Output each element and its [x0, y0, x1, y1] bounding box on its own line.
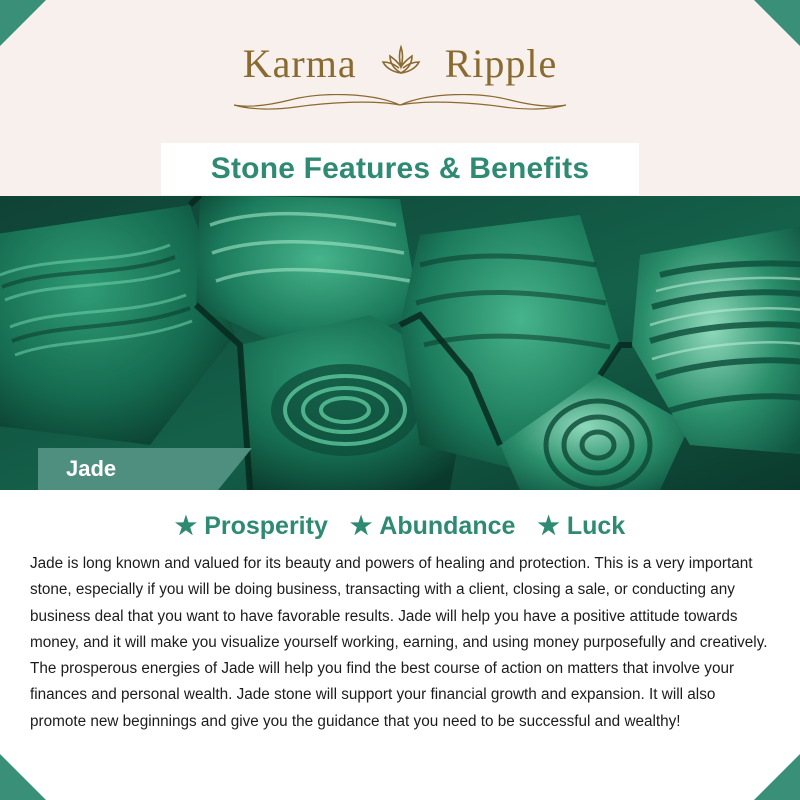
keyword-label: Abundance [379, 512, 516, 540]
keyword-item-prosperity [175, 512, 328, 541]
keyword-item-luck [537, 512, 625, 541]
stone-name-label: Jade [66, 456, 117, 481]
flourish-decoration [230, 94, 570, 116]
corner-decoration-top-left [0, 0, 46, 46]
corner-decoration-top-right [754, 0, 800, 46]
keyword-label: Luck [566, 512, 626, 540]
star-icon: ★ [537, 512, 560, 540]
stone-name-badge [38, 448, 252, 490]
stone-name-badge-body [38, 448, 218, 490]
brand-word-left: Karma [242, 41, 357, 87]
content-panel [0, 490, 800, 800]
keyword-list [0, 490, 800, 541]
page-title: Stone Features & Benefits [210, 152, 590, 185]
corner-decoration-bottom-left [0, 754, 46, 800]
brand-logo [0, 36, 800, 87]
star-icon: ★ [349, 512, 373, 540]
description-paragraph: Jade is long known and valued for its beauty and powers of healing and protection. This is a very important stone, especially if you will be doing business, transacting with a client, closing a sale, or conducting any business deal that you want to have favorable results. Jade will help you have a positive attitude towards money, and it will make you visualize yourself working, earning, and using money purposefully and creatively. The prosperous energies of Jade will help you find the best course of action on matters that involve your finances and personal wealth. Jade stone will support your financial growth and expansion. It will also promote new beginnings and give you the guidance that you need to be successful and wealthy! [30, 555, 768, 730]
lotus-icon [374, 40, 428, 87]
malachite-stones-illustration [0, 195, 800, 490]
stone-name-badge-tail [218, 448, 252, 490]
brand-word-right: Ripple [444, 41, 558, 87]
keyword-item-abundance [350, 512, 516, 541]
section-title-ribbon [161, 143, 639, 195]
stone-photo [0, 195, 800, 490]
corner-decoration-bottom-right [754, 754, 800, 800]
keyword-label: Prosperity [204, 512, 328, 540]
star-icon: ★ [174, 512, 198, 540]
